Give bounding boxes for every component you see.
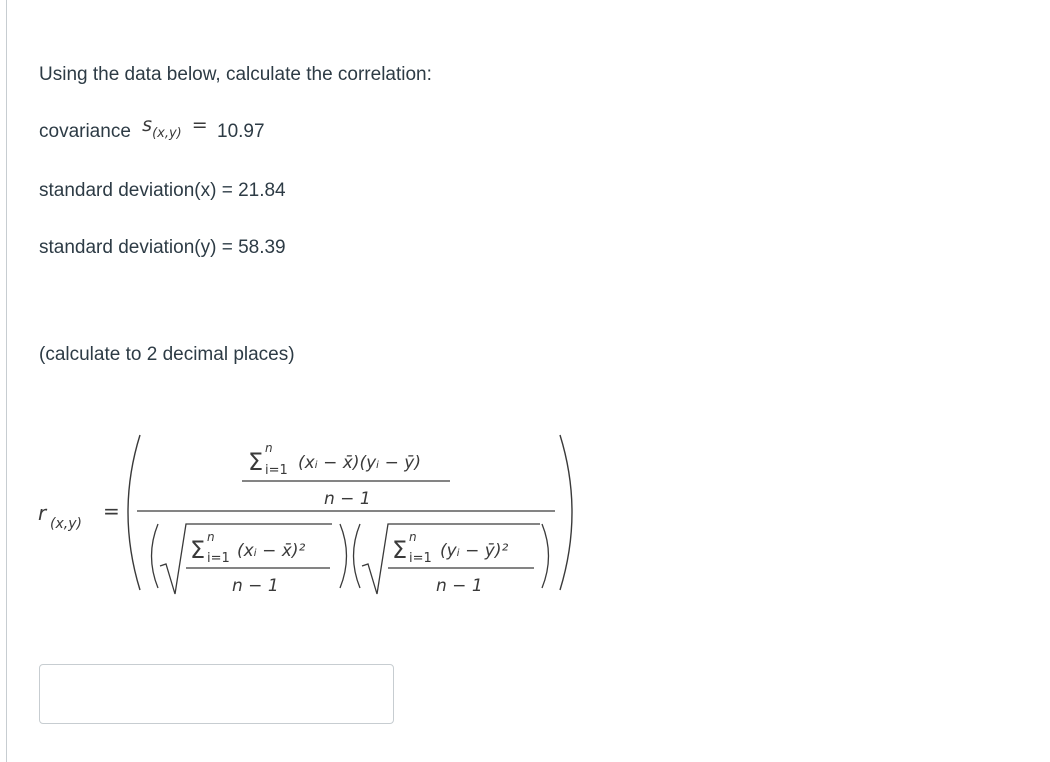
question-intro: Using the data below, calculate the correlation: [39,64,432,85]
numerator-terms: (xᵢ − x̄)(yᵢ − ȳ) [298,453,421,473]
formula-lhs-subscript: (x,y) [50,516,82,532]
numerator-denominator: n − 1 [324,489,371,509]
answer-input[interactable] [39,664,394,724]
covariance-label: covariance [39,121,131,142]
numerator-sigma: Σ [248,448,264,476]
sy-denominator: n − 1 [436,576,483,596]
formula-lhs-symbol: r [38,501,47,525]
sy-sigma: Σ [392,536,408,564]
covariance-equals: = [191,114,208,136]
outer-paren-right [560,435,572,590]
sy-terms: (yᵢ − ȳ)² [440,541,509,561]
sx-sigma: Σ [190,536,206,564]
sx-sum-lower: i=1 [207,551,230,566]
sx-denominator: n − 1 [232,576,279,596]
sy-paren-right [542,524,549,588]
instruction-text: (calculate to 2 decimal places) [39,344,295,365]
covariance-symbol: s(x,y) [142,114,182,141]
outer-paren-left [128,435,140,590]
sy-sum-upper: n [409,530,417,544]
covariance-value: 10.97 [217,121,265,142]
formula-equals: = [103,499,120,523]
sx-paren-left [152,524,159,588]
sy-paren-left [354,524,361,588]
numerator-sum-lower: i=1 [265,463,288,478]
sd-y-line: standard deviation(y) = 58.39 [39,237,286,258]
sy-sum-lower: i=1 [409,551,432,566]
sx-terms: (xᵢ − x̄)² [237,541,306,561]
sx-paren-right [340,524,347,588]
sx-sum-upper: n [207,530,215,544]
sd-x-line: standard deviation(x) = 21.84 [39,180,286,201]
numerator-sum-upper: n [265,441,273,455]
